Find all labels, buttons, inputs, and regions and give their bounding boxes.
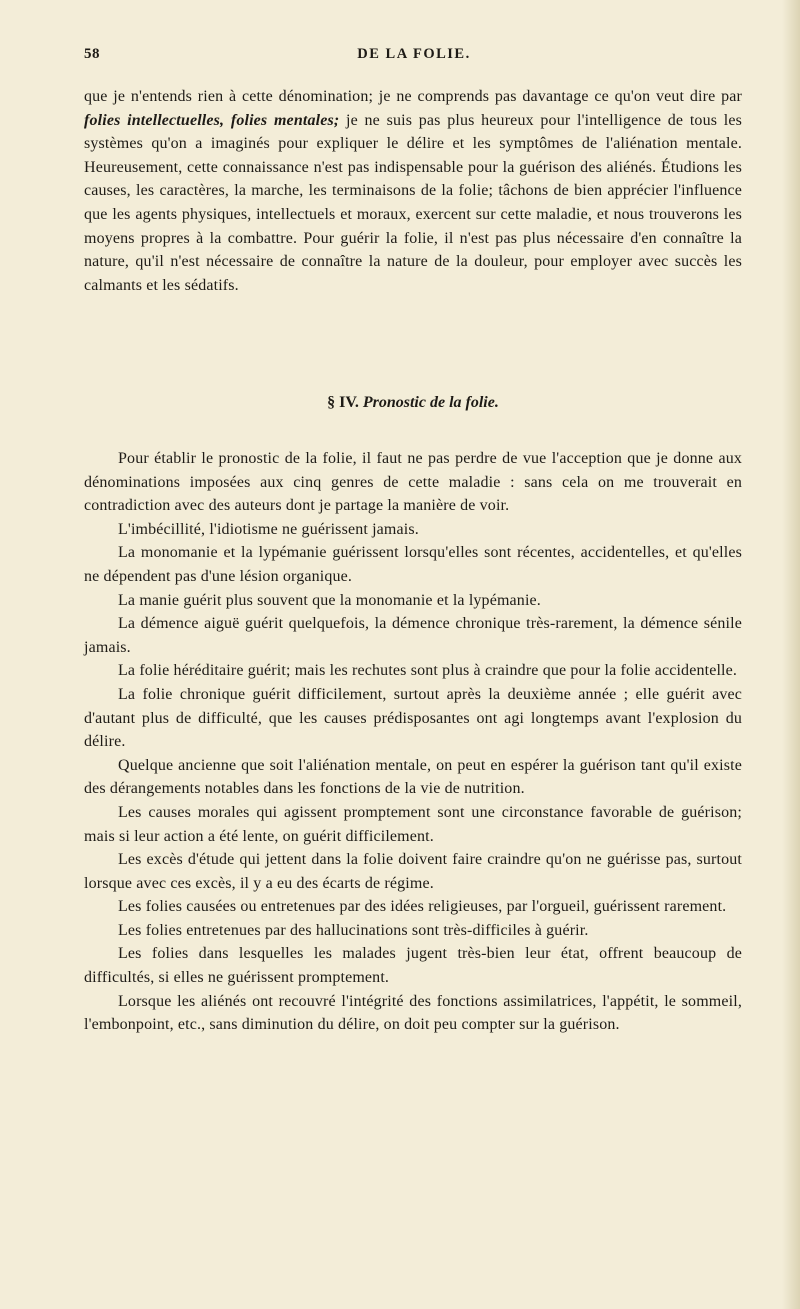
opening-text-italic: folies intellectuelles, folies mentales; bbox=[84, 111, 340, 129]
section-number: § IV. bbox=[327, 394, 359, 411]
opening-text-part2: je ne suis pas plus heureux pour l'intelligence de tous les systèmes qu'on a imaginés pour expliquer le délire et les symptômes de l'aliénation mentale. Heureusement, cette connaissance n'est pas indispensable pour la guérison des aliénés. Étudions les causes, les caractères, la marche, les terminaisons de la folie; tâchons de bien apprécier l'influence que les agents physiques, intellectuels et moraux, exercent sur cette maladie, et nous trouverons les moyens propres à la combattre. Pour guérir la folie, il n'est pas plus nécessaire d'en connaître la nature, qu'il n'est nécessaire de connaître la nature de la douleur, pour employer avec succès les calmants et les sédatifs. bbox=[84, 111, 742, 294]
paragraph: L'imbécillité, l'idiotisme ne guérissent jamais. bbox=[118, 520, 419, 538]
paragraph: Lorsque les aliénés ont recouvré l'intégrité des fonctions assimilatrices, l'appétit, le sommeil, l'embonpoint, etc., sans diminution du délire, on doit peu compter sur la guérison. bbox=[84, 992, 742, 1034]
paragraph: Pour établir le pronostic de la folie, il faut ne pas perdre de vue l'acception que je donne aux dénominations imposées aux cinq genres de cette maladie : sans cela on me trouverait en contradiction avec des auteurs dont je partage la manière de voir. bbox=[84, 450, 742, 515]
paragraph: La manie guérit plus souvent que la monomanie et la lypémanie. bbox=[118, 591, 541, 609]
paragraph: La monomanie et la lypémanie guérissent lorsqu'elles sont récentes, accidentelles, et qu'elles ne dépendent pas d'une lésion organique. bbox=[84, 544, 742, 585]
paragraph: Les folies entretenues par des hallucinations sont très-difficiles à guérir. bbox=[118, 921, 589, 939]
opening-paragraph bbox=[84, 85, 742, 297]
paragraph: Les folies causées ou entretenues par des idées religieuses, par l'orgueil, guérissent rarement. bbox=[118, 898, 727, 916]
paragraph: Quelque ancienne que soit l'aliénation mentale, on peut en espérer la guérison tant qu'il existe des dérangements notables dans les fonctions de la vie de nutrition. bbox=[84, 756, 742, 798]
section-heading bbox=[84, 392, 742, 414]
section-body bbox=[84, 447, 742, 1037]
page-header bbox=[84, 46, 744, 68]
paragraph: Les excès d'étude qui jettent dans la folie doivent faire craindre qu'on ne guérisse pas, surtout lorsque avec ces excès, il y a eu des écarts de régime. bbox=[84, 851, 742, 892]
paragraph: Les folies dans lesquelles les malades jugent très-bien leur état, offrent beaucoup de difficultés, si elles ne guérissent promptement. bbox=[84, 945, 742, 987]
page-edge-shadow bbox=[782, 0, 800, 1309]
paragraph: La folie héréditaire guérit; mais les rechutes sont plus à craindre que pour la folie accidentelle. bbox=[118, 662, 738, 680]
running-title: DE LA FOLIE. bbox=[357, 46, 471, 62]
paragraph: La folie chronique guérit difficilement, surtout après la deuxième année ; elle guérit avec d'autant plus de difficulté, que les causes prédisposantes ont agi longtemps avant l'explosion du délire. bbox=[84, 685, 742, 751]
opening-text-part1: que je n'entends rien à cette dénomination; je ne comprends pas davantage ce qu'on veut dire par bbox=[84, 88, 742, 105]
opening-paragraph-text bbox=[84, 85, 742, 297]
paragraph: La démence aiguë guérit quelquefois, la démence chronique très-rarement, la démence sénile jamais. bbox=[84, 615, 742, 656]
section-title: Pronostic de la folie. bbox=[362, 394, 499, 411]
paragraph: Les causes morales qui agissent promptement sont une circonstance favorable de guérison; mais si leur action a été lente, on guérit difficilement. bbox=[84, 803, 742, 845]
page-number: 58 bbox=[84, 46, 100, 62]
